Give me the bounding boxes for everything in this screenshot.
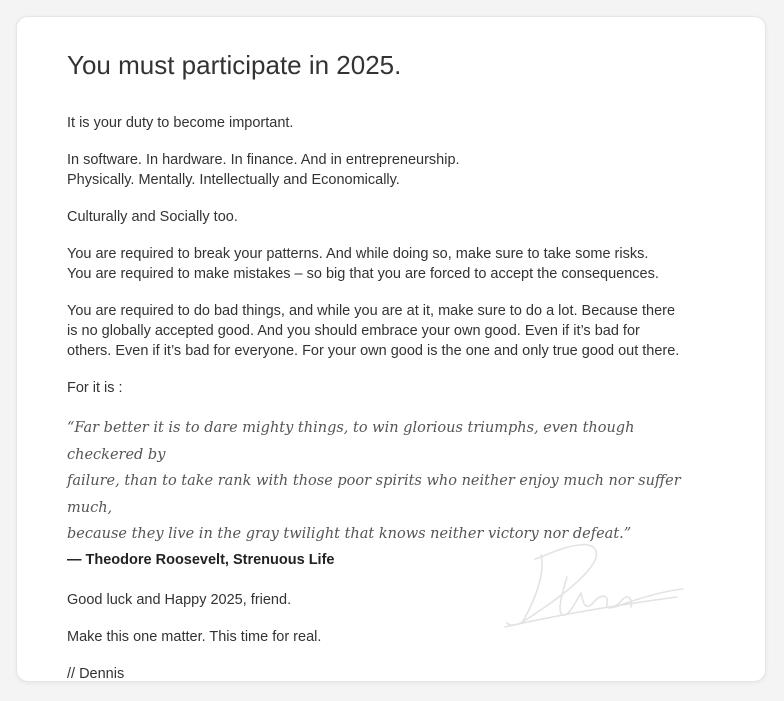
paragraph-line: others. Even if it’s bad for everyone. For your own good is the one and only true good out there. [67,343,680,359]
paragraph-line: You are required to break your patterns. And while doing so, make sure to take some risks. [67,246,649,262]
paragraph-patterns [67,244,707,284]
paragraph-line: Culturally and Socially too. [67,209,238,225]
page-title: You must participate in 2025. [67,50,402,80]
quote-attribution: — Theodore Roosevelt, Strenuous Life [67,551,335,568]
quote-line: failure, than to take rank with those poor spirits who neither enjoy much nor suffer much, [67,473,681,516]
paragraph-culture [67,207,707,227]
paragraph-line: You are required to do bad things, and while you are at it, make sure to do a lot. Because there [67,303,676,319]
paragraph-line: is no globally accepted good. And you should embrace your own good. Even if it’s bad for [67,323,640,339]
paragraph-domains [67,150,707,190]
paragraph-line: For it is : [67,380,123,396]
paragraph-line: It is your duty to become important. [67,115,294,131]
paragraph-line: You are required to make mistakes – so big that you are forced to accept the consequences. [67,266,659,282]
paragraph-duty [67,113,707,133]
signoff: // Dennis [67,665,125,682]
closing-matter: Make this one matter. This time for real. [67,628,322,645]
quote-line: because they live in the gray twilight that knows neither victory nor defeat.” [67,526,632,542]
paragraph-line: In software. In hardware. In finance. And in entrepreneurship. [67,152,460,168]
paragraph-for-it-is [67,378,707,398]
handwritten-signature [497,537,687,637]
quote-line: “Far better it is to dare mighty things, to win glorious triumphs, even though checkered by [67,420,635,463]
letter-card [16,16,766,682]
paragraph-line: Physically. Mentally. Intellectually and Economically. [67,172,400,188]
paragraph-bad-things [67,301,707,361]
roosevelt-quote [67,415,707,548]
closing-wish: Good luck and Happy 2025, friend. [67,591,292,608]
